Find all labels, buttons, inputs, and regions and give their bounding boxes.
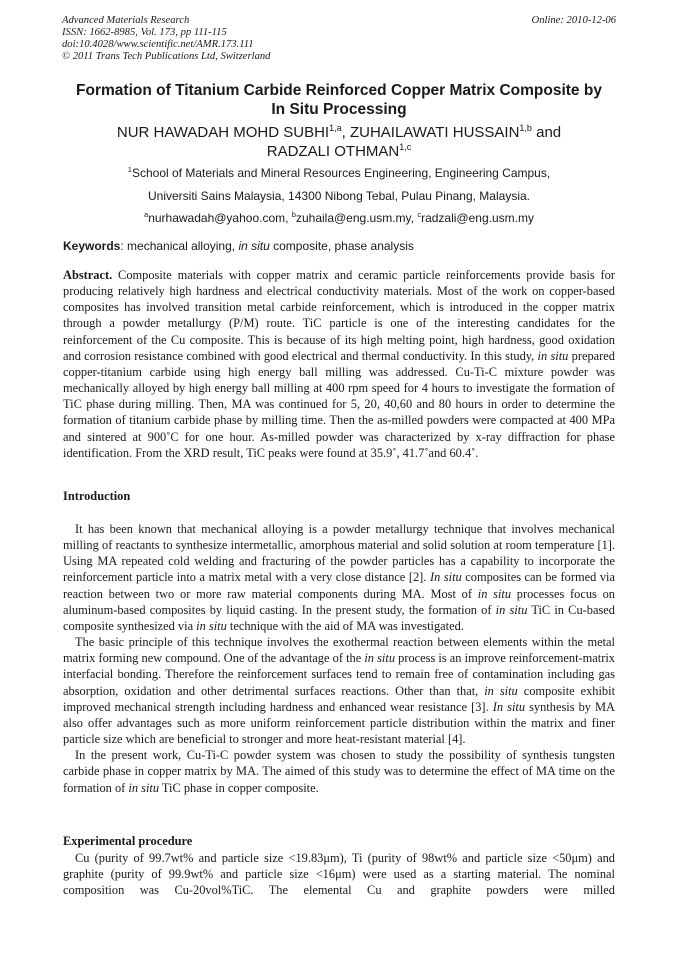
email-sup-b: b: [291, 210, 296, 219]
author-sep: ,: [341, 124, 350, 141]
text: In the present work, Cu-Ti-C powder system was chosen to study the possibility of synthesis tungsten carbide phase in copper matrix by MA. The aimed of this study was to determine the effect of MA time on the formation of: [63, 748, 615, 795]
email-list: [40, 211, 638, 225]
author-and: and: [531, 124, 562, 141]
keywords: [63, 239, 414, 253]
introduction-body: [63, 521, 615, 796]
author-3: RADZALI OTHMAN: [266, 143, 400, 160]
author-3-sup: 1,c: [399, 142, 412, 152]
abstract-label: Abstract.: [63, 268, 113, 282]
keywords-colon: :: [120, 239, 128, 253]
italic: in situ: [477, 586, 512, 601]
paper-title: [40, 81, 638, 119]
email-link-c[interactable]: radzali@eng.usm.my: [421, 211, 534, 225]
text: process is an improve reinforcement-matrix interfacial bonding. Therefore the reinforcement surfaces tend to remain free of contamination including gas absorption, oxidation and other detrimental surfaces reactions. Other than that,: [63, 651, 616, 698]
abstract-text: Composite materials with copper matrix and ceramic particle reinforcements provide basis for producing relatively high hardness and electrical conductivity materials. Most of the work on copper-based composites has involved transition metal carbide reinforcement, which is introduced in the copper matrix through a powder metallurgy (P/M) route. TiC particle is one of the interesting candidates for the reinforcement of the Cu composite. This is because of its high melting point, high hardness, good oxidation and corrosion resistance combined with good electrical and thermal conductivity. In this study,: [63, 268, 615, 363]
abstract-paragraph: [63, 267, 615, 461]
affiliation-line-1: [40, 166, 638, 180]
text: processes focus on aluminum-based composites by liquid casting. In the present study, the formation of: [63, 586, 615, 617]
italic: in situ: [364, 651, 396, 666]
italic: In situ: [429, 570, 462, 585]
email-sep: ,: [285, 211, 292, 225]
intro-paragraph-3: [63, 747, 615, 795]
email-sup-c: c: [417, 210, 422, 219]
experimental-paragraph-1: Cu (purity of 99.7wt% and particle size <19.83μm), Ti (purity of 98wt% and particle size <50μm) and graphite (purity of 99.9wt% and particle size <16μm) were used as a starting material. The nominal composition was Cu-20vol%TiC. The elemental Cu and graphite powders were milled: [63, 851, 615, 898]
author-2-sup: 1,b: [519, 123, 532, 133]
text: composites can be formed via reaction between two or more raw material components during MA. Most of: [63, 570, 615, 601]
issn-info: ISSN: 1662-8985, Vol. 173, pp 111-115: [62, 27, 227, 38]
title-line-1: Formation of Titanium Carbide Reinforced Copper Matrix Composite by: [76, 82, 602, 99]
text: technique with the aid of MA was investigated.: [226, 618, 464, 633]
experimental-body: [63, 850, 615, 898]
text: It has been known that mechanical alloying is a powder metallurgy technique that involves mechanical milling of reactants to synthesize intermetallic, amorphous material and solid solution at room temperature [1]. Using MA repeated cold welding and fracturing of the powder particles has a capability to incorporate the reinforcement particle into a matrix metal with a very close distance [2].: [63, 522, 615, 585]
text: composite exhibit improved mechanical strength including hardness and enhanced wear resistance [3].: [63, 683, 616, 714]
affiliation-text-1: School of Materials and Mineral Resources Engineering, Engineering Campus,: [131, 166, 551, 180]
email-sup-a: a: [144, 210, 149, 219]
abstract: [63, 267, 615, 461]
italic: in situ: [484, 683, 518, 698]
keyword-2-rest: composite, phase analysis: [269, 239, 414, 253]
abstract-text: prepared copper-titanium carbide using high energy ball milling was addressed. Cu-Ti-C mixture powder was mechanically alloyed by high energy ball milling at 400 rpm speed for 4 hours to investigate the formation of TiC phase during milling. Then, MA was continued for 5, 20, 40,60 and 80 hours in order to determine the formation of titanium carbide phase by milling time. Then the as-milled powders were compacted at 400 MPa and sintered at 900˚C for one hour. As-milled powder was characterized by x-ray diffraction for phase identification. From the XRD result, TiC peaks were found at 35.9˚, 41.7˚and 60.4˚.: [63, 348, 615, 460]
keyword-2-italic: in situ: [238, 239, 270, 253]
text: TiC in Cu-based composite synthesized via: [63, 602, 615, 633]
intro-paragraph-1: [63, 521, 615, 634]
introduction-heading: Introduction: [63, 489, 131, 503]
keyword-1: mechanical alloying,: [127, 239, 239, 253]
affiliation-line-2: Universiti Sains Malaysia, 14300 Nibong Tebal, Pulau Pinang, Malaysia.: [148, 189, 530, 203]
doi: doi:10.4028/www.scientific.net/AMR.173.111: [62, 39, 254, 50]
author-1-sup: 1,a: [329, 123, 342, 133]
email-sep: ,: [410, 211, 418, 225]
italic: in situ: [495, 602, 528, 617]
title-line-2: In Situ Processing: [271, 101, 407, 118]
affiliation-sup: 1: [127, 165, 132, 174]
text: TiC phase in copper composite.: [159, 780, 319, 795]
email-link-b[interactable]: zuhaila@eng.usm.my: [295, 211, 411, 225]
author-2: ZUHAILAWATI HUSSAIN: [349, 124, 520, 141]
author-list: [40, 123, 638, 161]
experimental-heading: Experimental procedure: [63, 834, 193, 848]
abstract-italic: in situ: [537, 348, 569, 363]
italic: in situ: [128, 780, 160, 795]
text: The basic principle of this technique involves the exothermal reaction between elements within the metal matrix forming new compound. One of the advantage of the: [63, 635, 615, 666]
email-link-a[interactable]: nurhawadah@yahoo.com: [148, 211, 286, 225]
italic: In situ: [492, 699, 526, 714]
intro-paragraph-2: [63, 634, 615, 747]
keywords-label: Keywords: [63, 239, 121, 253]
online-date: Online: 2010-12-06: [531, 15, 616, 26]
text: synthesis by MA also offer advantages such as more uniform reinforcement particle distribution within the matrix and finer particle size which are beneficial to stronger and more heat-resistant material [4].: [63, 699, 616, 747]
copyright: © 2011 Trans Tech Publications Ltd, Switzerland: [62, 51, 271, 62]
author-1: NUR HAWADAH MOHD SUBHI: [116, 124, 330, 141]
italic: in situ: [196, 618, 227, 633]
journal-name: Advanced Materials Research: [62, 15, 190, 26]
journal-header: [62, 15, 270, 63]
